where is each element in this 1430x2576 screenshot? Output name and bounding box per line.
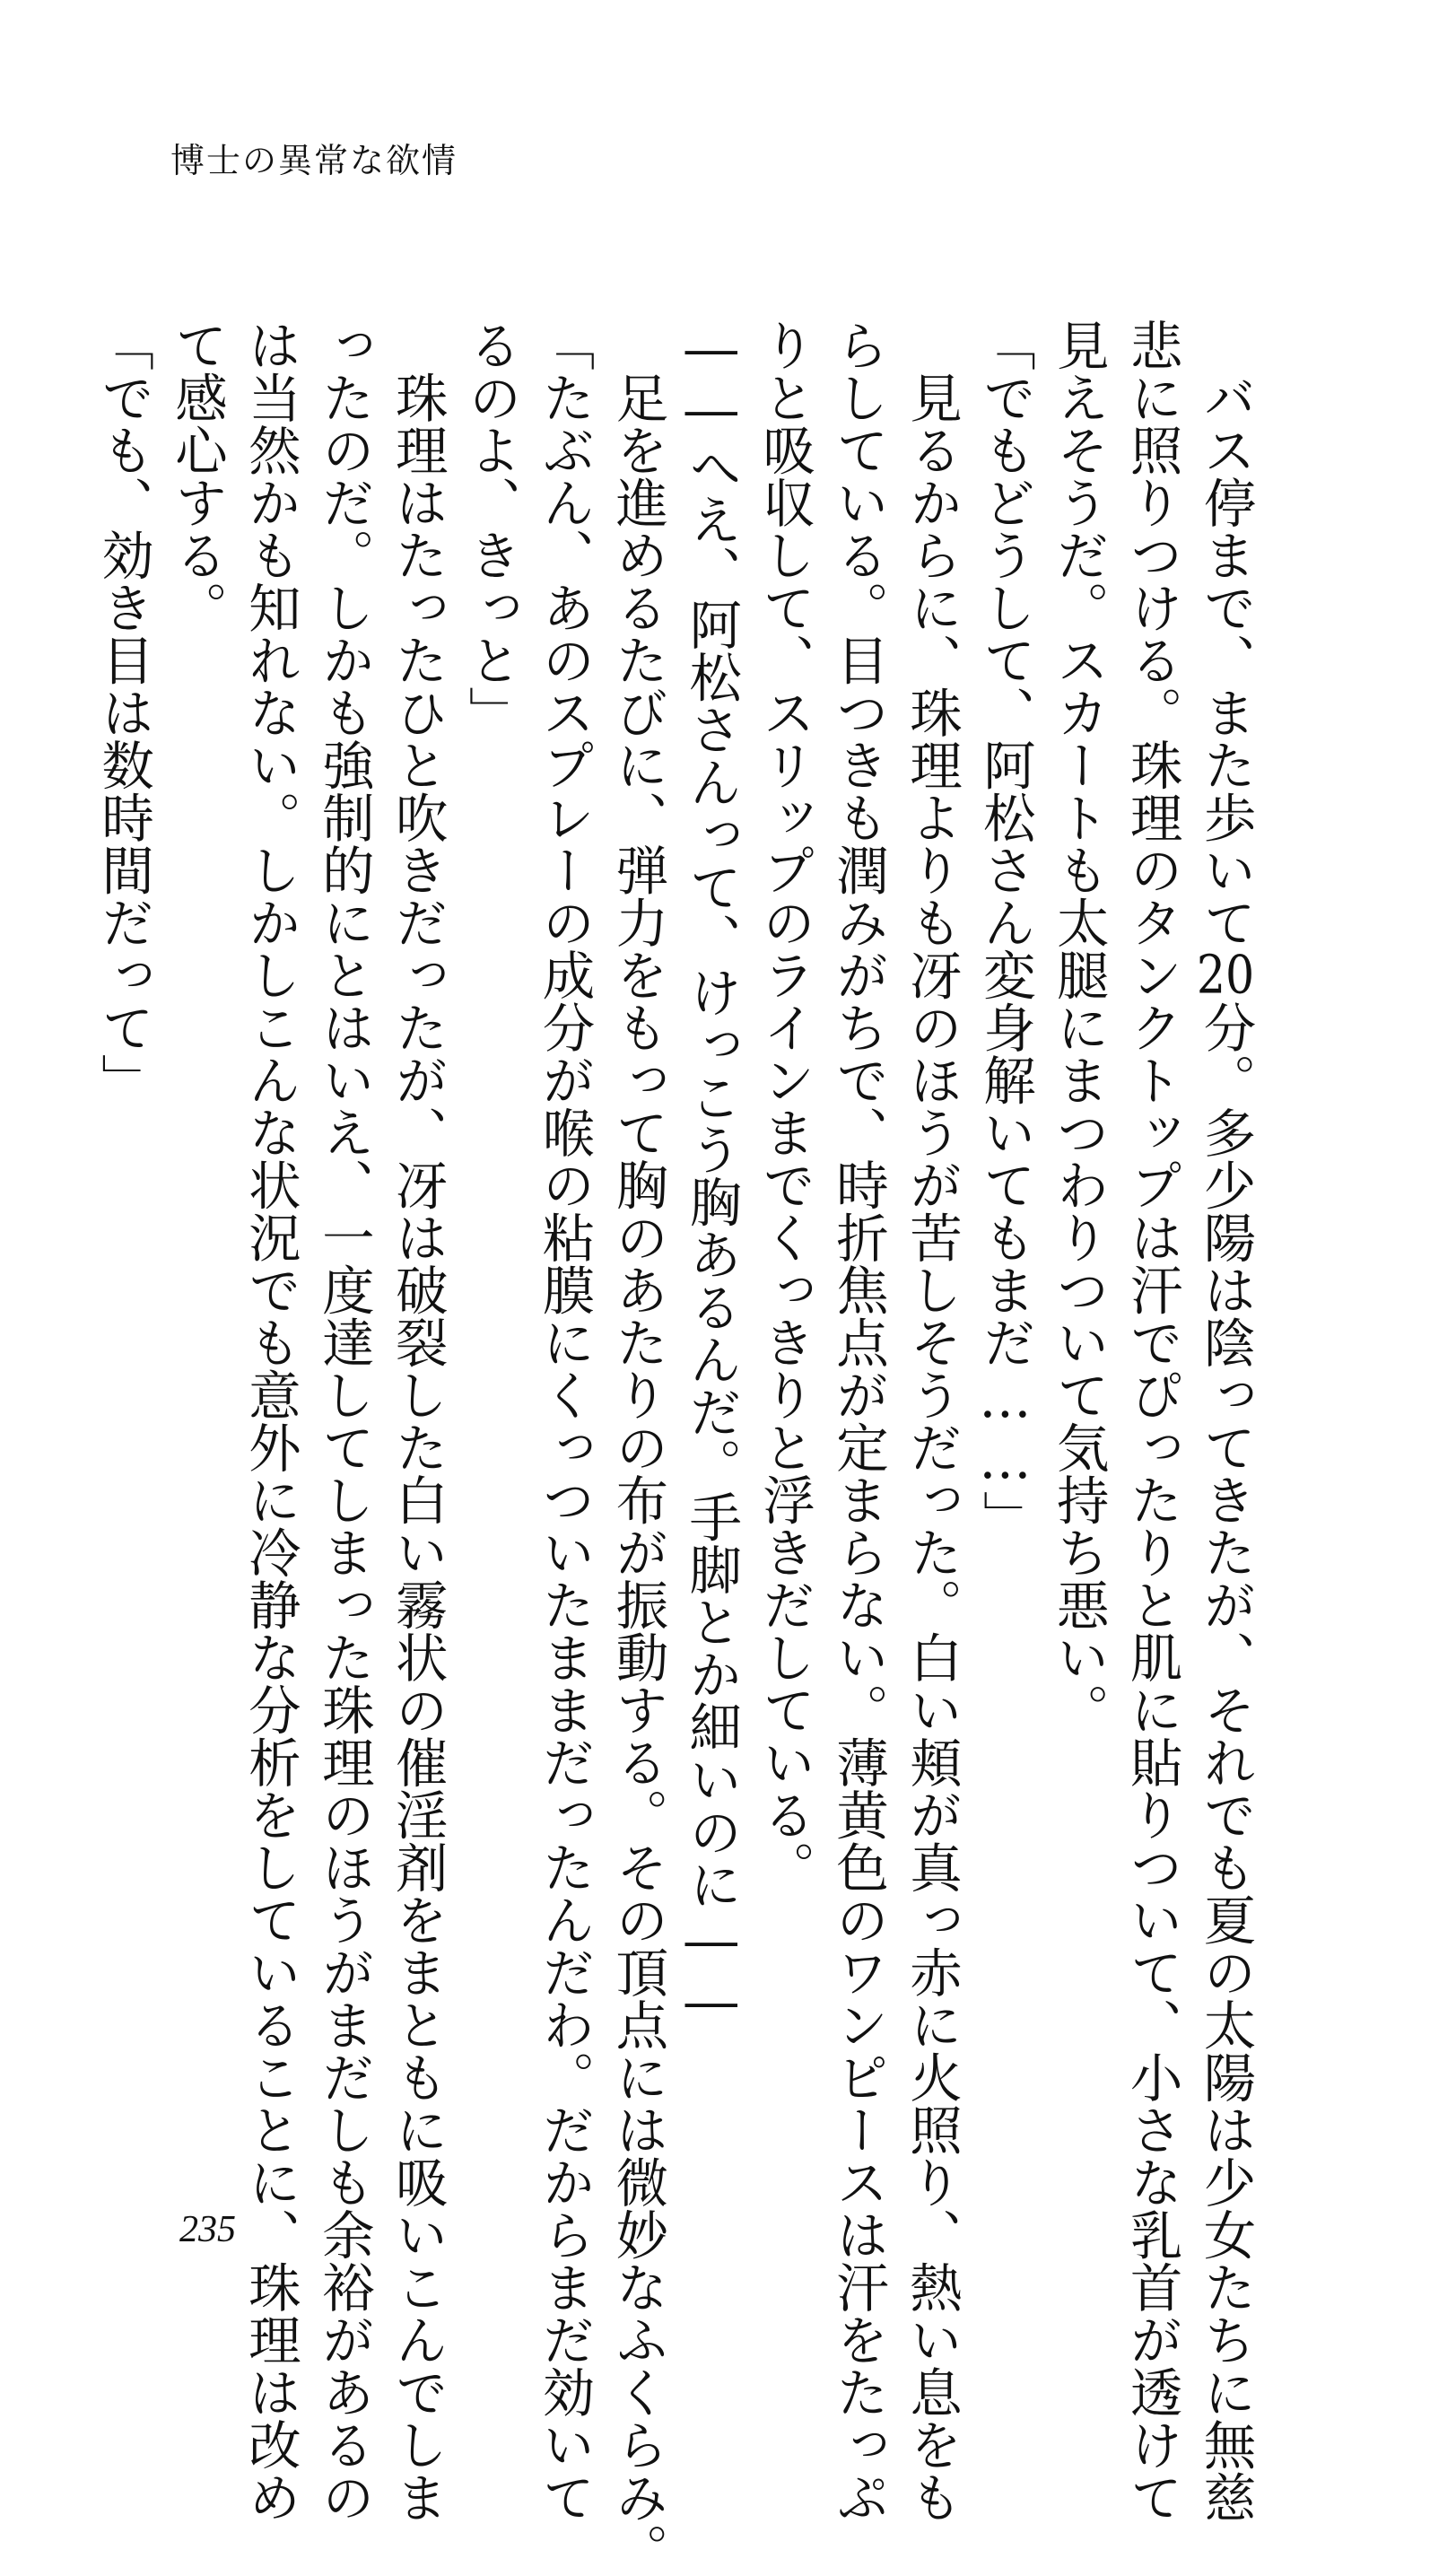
text-line-12: 珠理はたったひと吹きだったが、冴は破裂した白い霧状の催淫剤をまともに吸いこんでしま bbox=[387, 319, 449, 2523]
text-line-3: 見えそうだ。スカートも太腿にまつわりついて気持ち悪い。 bbox=[1048, 319, 1110, 1736]
text-line-13: ったのだ。しかも強制的にとはいえ、一度達してしまった珠理のほうがまだしも余裕があるの bbox=[313, 319, 375, 2523]
text-line-5: 見るからに、珠理よりも冴のほうが苦しそうだった。白い頬が真っ赤に火照り、熱い息をも bbox=[901, 319, 963, 2523]
text-line-1-start: バス停まで、また歩いて bbox=[1195, 319, 1256, 948]
text-line-10: 「たぶん、あのスプレーの成分が喉の粘膜にくっついたままだったんだわ。だからまだ効いて bbox=[533, 319, 595, 2523]
text-line-6: らしている。目つきも潤みがちで、時折焦点が定まらない。薄黄色のワンピースは汗をたっぷ bbox=[827, 319, 889, 2523]
text-line-4: 「でもどうして、阿松さん変身解いてもまだ……」 bbox=[974, 319, 1036, 1543]
text-line-1 bbox=[1188, 319, 1261, 2523]
text-line-1-end: 分。多少陽は陰ってきたが、それでも夏の太陽は少女たちに無慈 bbox=[1195, 1000, 1256, 2523]
text-line-11: るのよ、きっと」 bbox=[460, 319, 522, 738]
text-line-7: りと吸収して、スリップのラインまでくっきりと浮きだしている。 bbox=[754, 319, 815, 1893]
text-line-9: 足を進めるたびに、弾力をもって胸のあたりの布が振動する。その頂点には微妙なふくらみ。 bbox=[606, 319, 668, 2576]
text-line-8: ――へえ、阿松さんって、けっこう胸あるんだ。手脚とか細いのに―― bbox=[680, 319, 742, 2032]
running-head-title: 博士の異常な欲情 bbox=[170, 141, 458, 180]
page-number: 235 bbox=[179, 2209, 236, 2250]
text-line-14: は当然かも知れない。しかしこんな状況でも意外に冷静な分析をしていることに、珠理は改め bbox=[240, 319, 301, 2523]
text-line-15: て感心する。 bbox=[166, 319, 228, 633]
minutes-number: 20 bbox=[1196, 948, 1255, 1001]
text-line-16: 「でも、効き目は数時間だって」 bbox=[92, 319, 154, 1106]
text-line-2: 悲に照りつける。珠理のタンクトップは汗でぴったりと肌に貼りついて、小さな乳首が透けて bbox=[1121, 319, 1183, 2523]
